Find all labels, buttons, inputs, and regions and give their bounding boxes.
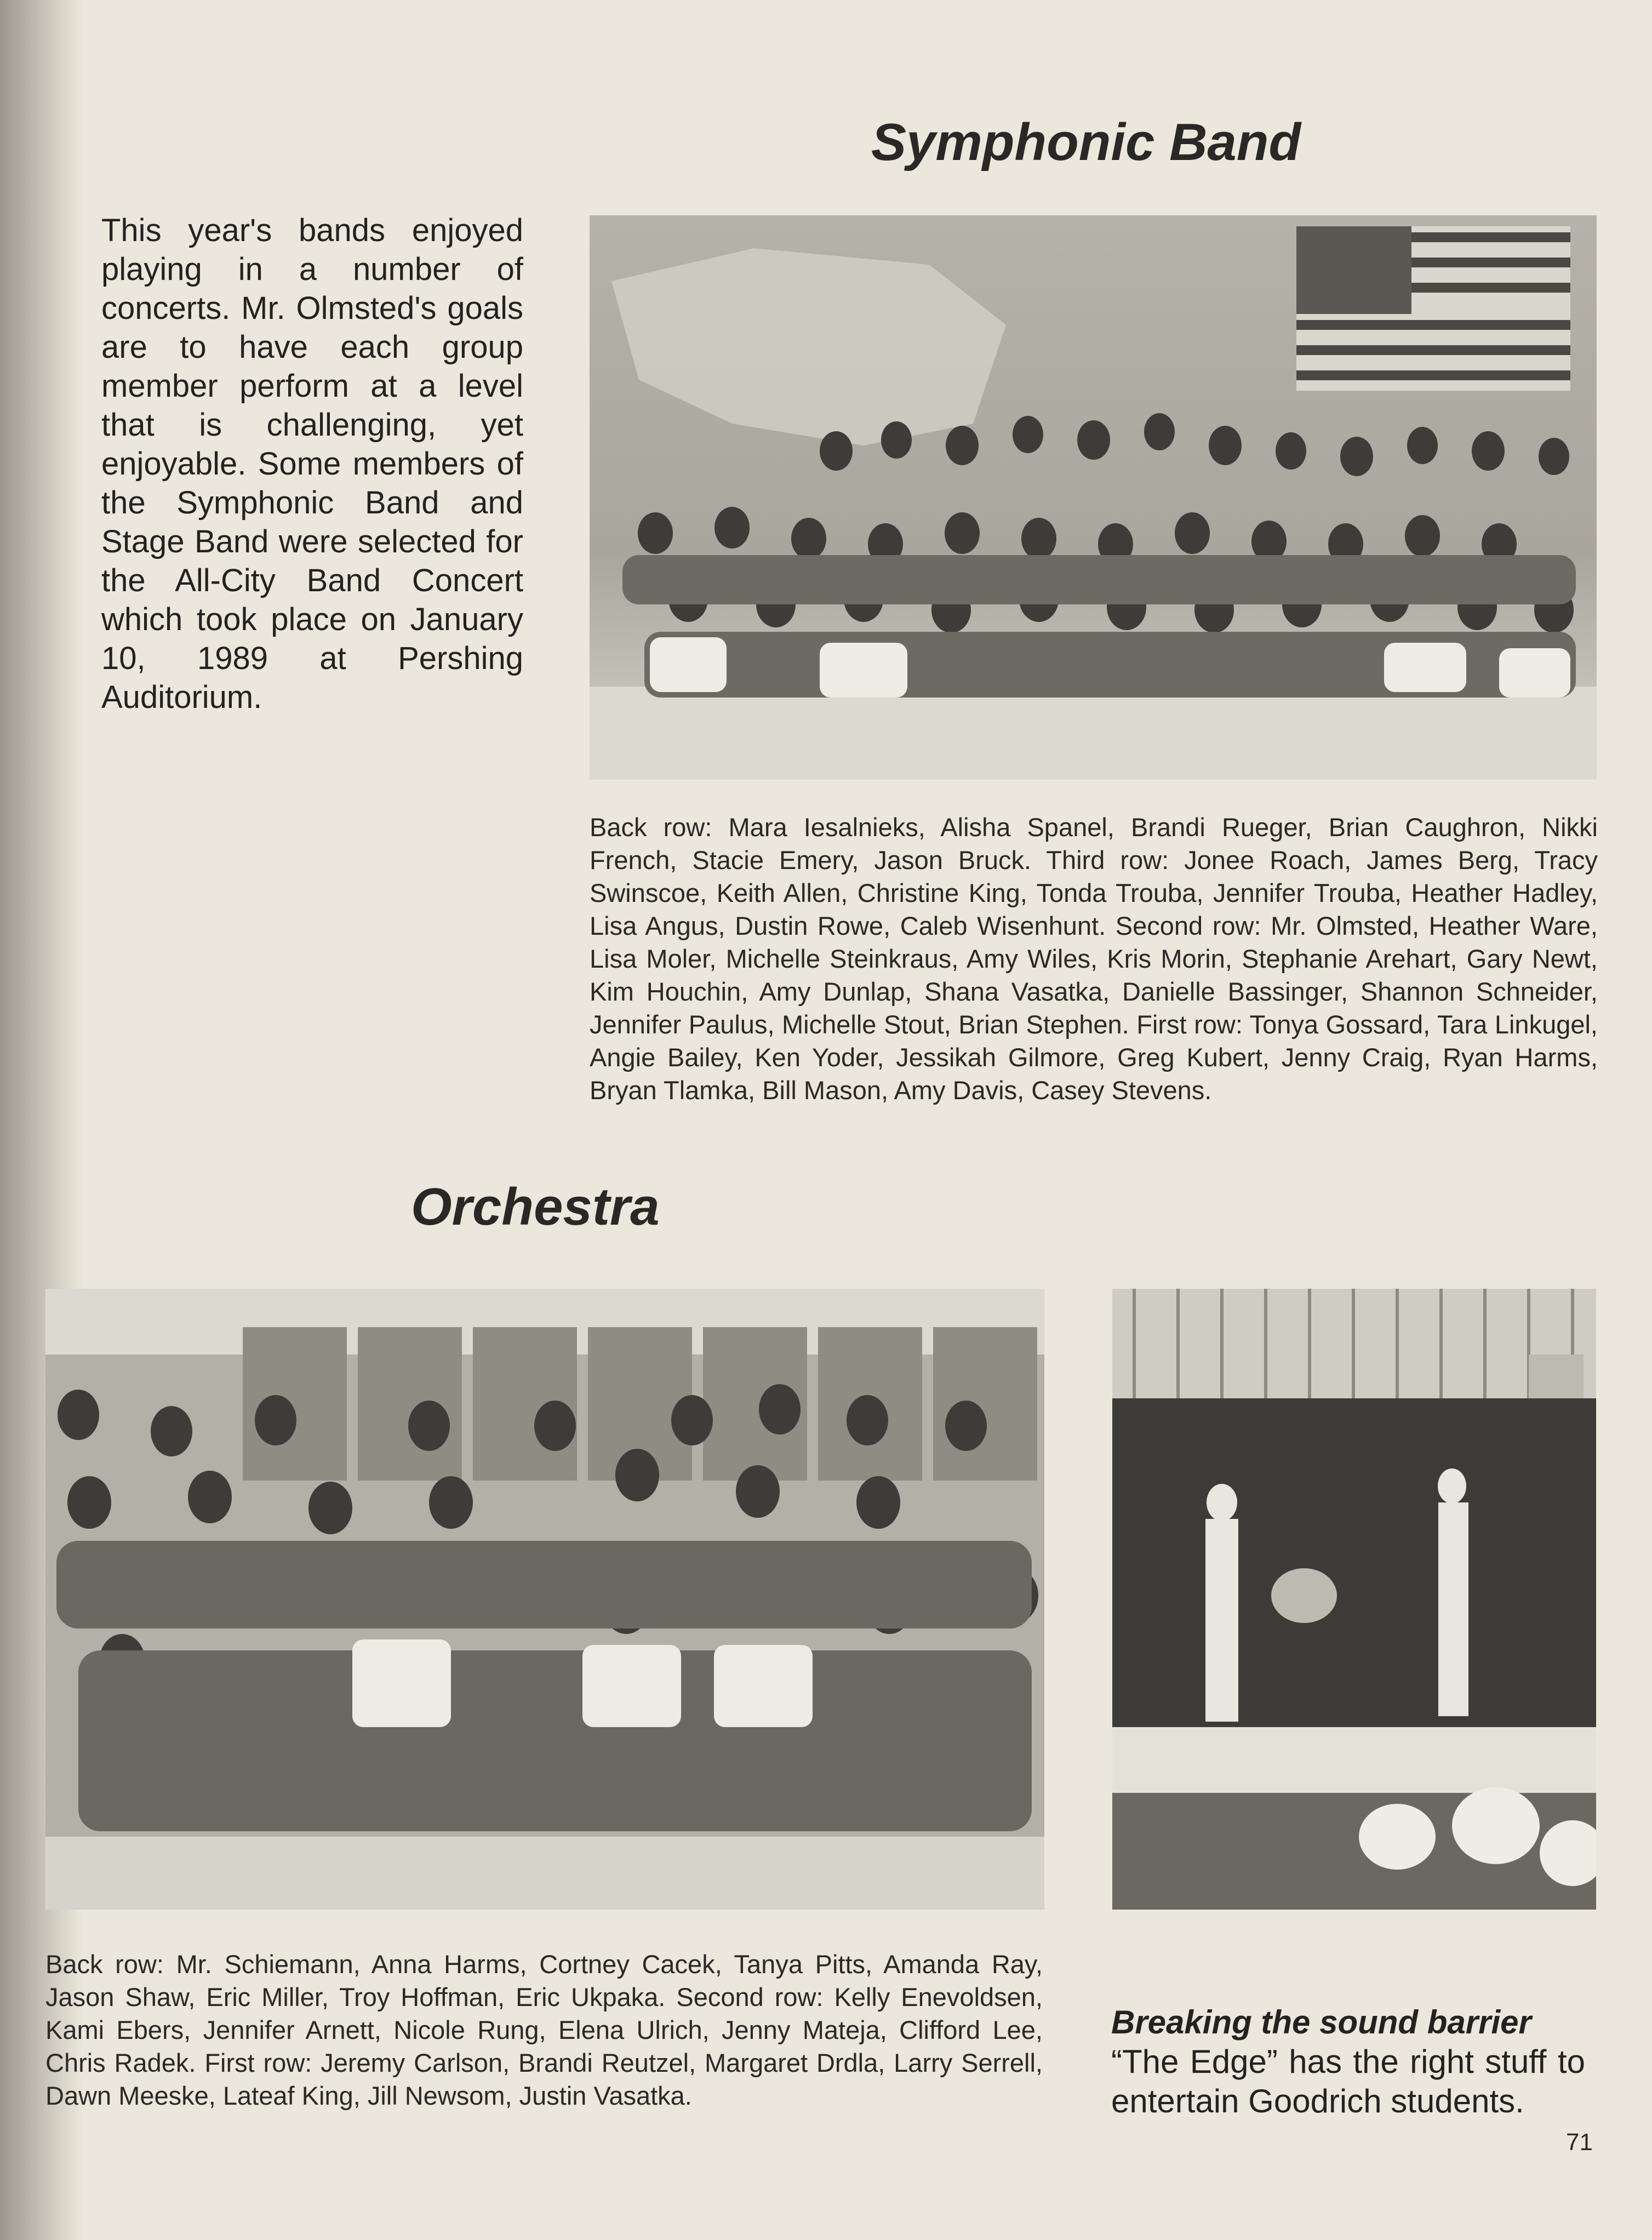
stage-caption-title: Breaking the sound barrier [1111,2004,1531,2041]
orchestra-caption: Back row: Mr. Schiemann, Anna Harms, Cortney Cacek, Tanya Pitts, Amanda Ray, Jason Shaw, Eric Miller, Troy Hoffman, Eric Ukpaka. Second row: Kelly Enevoldsen, Kami Ebers, Jennifer Arnett, Nicole Rung, Elena Ulrich, Jenny Mateja, Clifford Lee, Chris Radek. First row: Jeremy Carlson, Brandi Reutzel, Margaret Drdla, Larry Serrell, Dawn Meeske, Lateaf King, Jill Newsom, Justin Vasatka. [45,1950,1043,2110]
orchestra-heading: Orchestra [411,1178,660,1236]
orchestra-photo [45,1289,1044,1910]
stage-band-photo [1112,1289,1596,1910]
stage-photo-caption [1111,2003,1585,2121]
band-intro-paragraph: This year's bands enjoyed playing in a number of concerts. Mr. Olmsted's goals are to have each group member perform at a level that is challenging, yet enjoyable. Some members of the Symphonic Band and Stage Band were selected for the All-City Band Concert which took place on January 10, 1989 at Pershing Auditorium. [101,213,523,715]
symphonic-band-heading: Symphonic Band [871,113,1301,172]
symphonic-band-caption: Back row: Mara Iesalnieks, Alisha Spanel, Brandi Rueger, Brian Caughron, Nikki French, Stacie Emery, Jason Bruck. Third row: Jonee Roach, James Berg, Tracy Swinscoe, Keith Allen, Christine King, Tonda Trouba, Jennifer Trouba, Heather Hadley, Lisa Angus, Dustin Rowe, Caleb Wisenhunt. Second row: Mr. Olmsted, Heather Ware, Lisa Moler, Michelle Steinkraus, Amy Wiles, Kris Morin, Stephanie Arehart, Gary Newt, Kim Houchin, Amy Dunlap, Shana Vasatka, Danielle Bassinger, Shannon Schneider, Jennifer Paulus, Michelle Stout, Brian Stephen. First row: Tonya Gossard, Tara Linkugel, Angie Bailey, Ken Yoder, Jessikah Gilmore, Greg Kubert, Jenny Craig, Ryan Harms, Bryan Tlamka, Bill Mason, Amy Davis, Casey Stevens. [590,813,1598,1105]
page-number: 71 [1566,2129,1593,2156]
stage-caption-text: “The Edge” has the right stuff to entertain Goodrich students. [1111,2043,1585,2119]
symphonic-band-photo [590,215,1597,780]
